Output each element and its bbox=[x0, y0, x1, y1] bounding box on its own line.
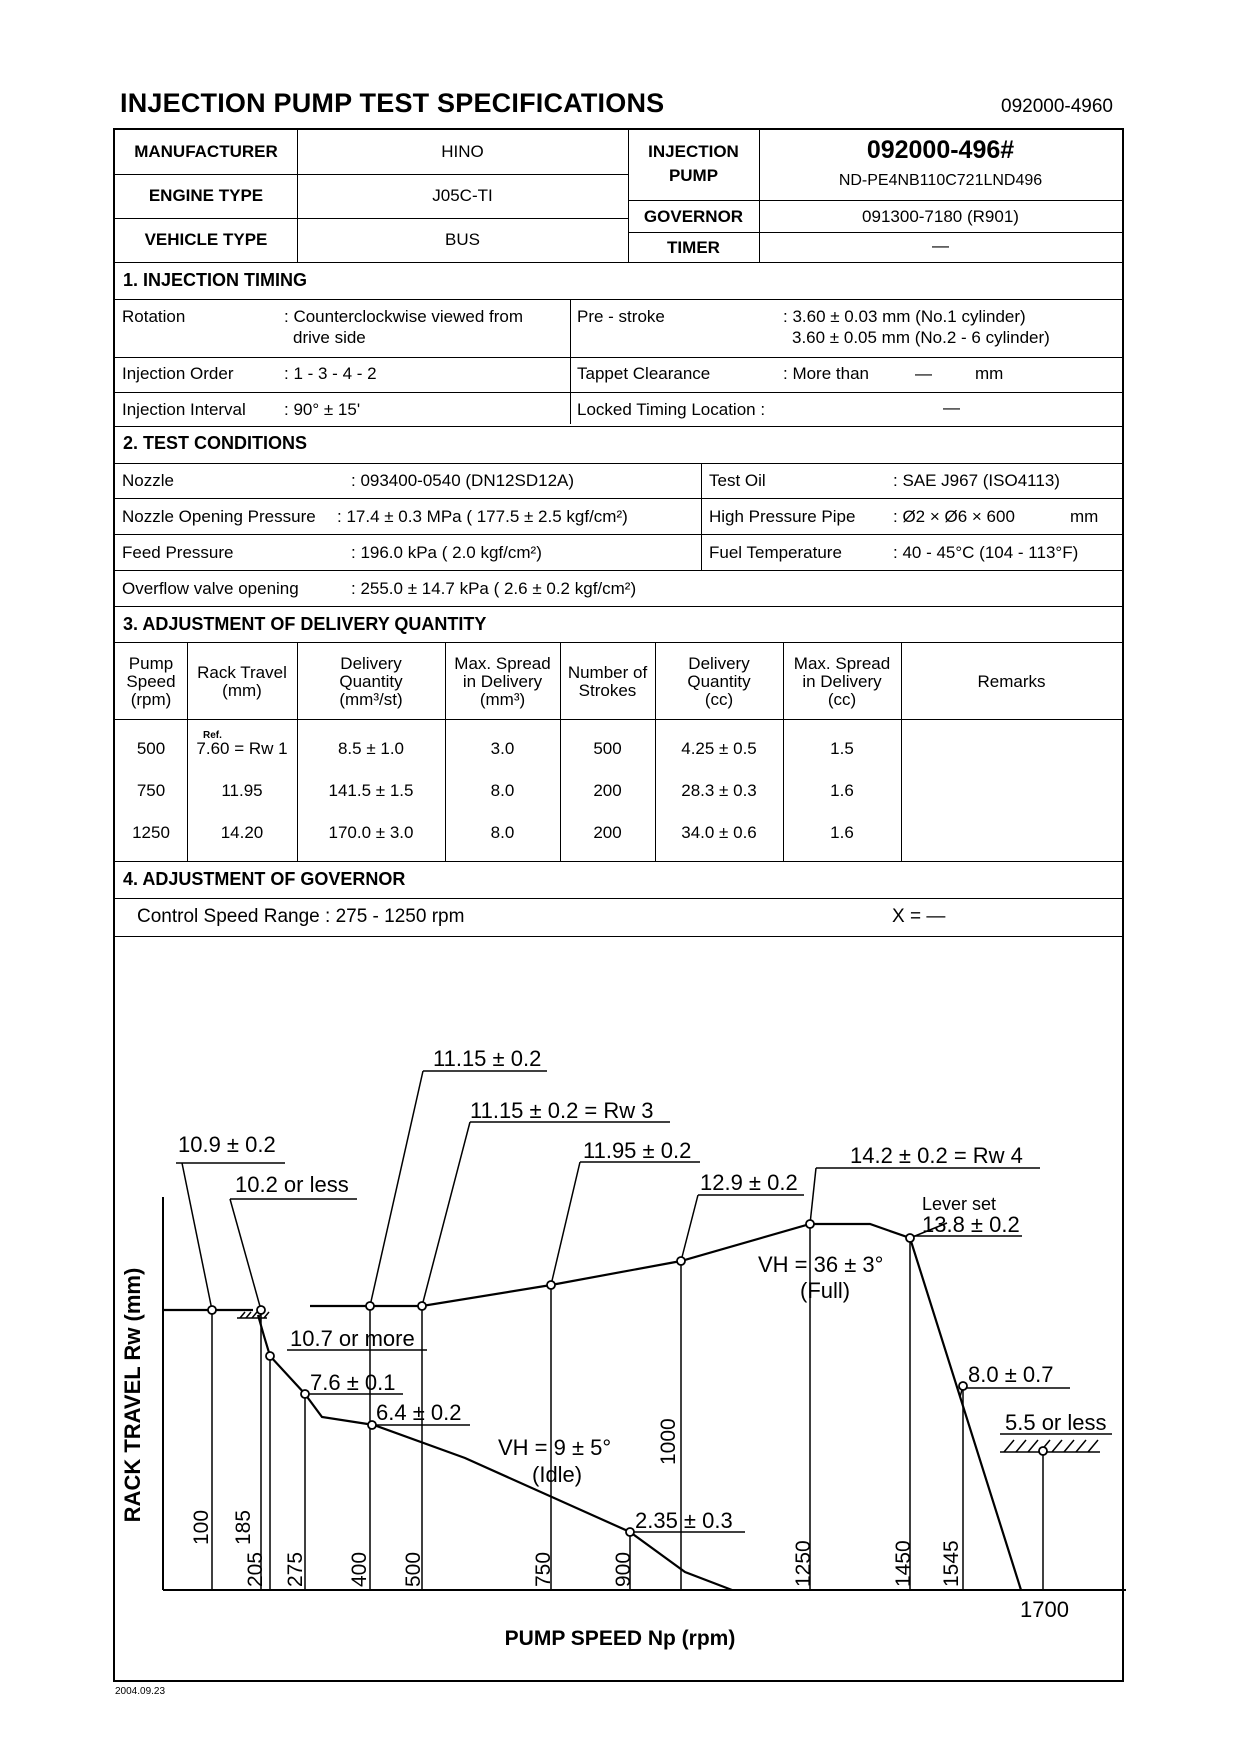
delivery-column-header: Max. Spread bbox=[793, 653, 891, 673]
fuel-temperature-label: Fuel Temperature bbox=[709, 543, 842, 562]
stop-hatch bbox=[1088, 1440, 1098, 1452]
delivery-column-header: (rpm) bbox=[130, 689, 172, 709]
tappet-clearance-unit: mm bbox=[975, 364, 1004, 383]
diagram-label-a13: 7.6 ± 0.1 bbox=[310, 1370, 396, 1395]
section-governor: 4. ADJUSTMENT OF GOVERNOR bbox=[123, 869, 406, 889]
stop-hatch bbox=[252, 1312, 257, 1318]
delivery-cell: 200 bbox=[593, 823, 622, 842]
injection-order-label: Injection Order bbox=[122, 364, 234, 383]
footer-date: 2004.09.23 bbox=[115, 1686, 166, 1697]
injection-interval-label: Injection Interval bbox=[122, 400, 246, 419]
injection-pump-label: INJECTION bbox=[648, 142, 739, 161]
high-pressure-pipe-value: : Ø2 × Ø6 × 600 bbox=[893, 507, 1015, 526]
control-speed-range: Control Speed Range : 275 - 1250 rpm bbox=[137, 906, 465, 927]
stop-hatch bbox=[1064, 1440, 1074, 1452]
prestroke-label: Pre - stroke bbox=[577, 307, 665, 326]
manufacturer-label: MANUFACTURER bbox=[134, 142, 278, 161]
high-pressure-pipe-unit: mm bbox=[1070, 507, 1099, 526]
y-axis-label: RACK TRAVEL Rw (mm) bbox=[120, 1267, 145, 1523]
delivery-cell: 8.5 ± 1.0 bbox=[337, 739, 405, 758]
overflow-valve-value: : 255.0 ± 14.7 kPa ( 2.6 ± 0.2 kgf/cm²) bbox=[351, 579, 637, 598]
diagram-label-a15: VH = 9 ± 5° bbox=[498, 1435, 612, 1460]
diagram-label-a1: 11.15 ± 0.2 bbox=[433, 1046, 542, 1071]
speed-tick-label: 400 bbox=[348, 1551, 371, 1587]
delivery-cell: 141.5 ± 1.5 bbox=[328, 781, 414, 800]
document-number: 092000-4960 bbox=[1001, 96, 1113, 117]
pump-model: ND-PE4NB110C721LND496 bbox=[838, 172, 1043, 189]
diagram-label-a3: 10.9 ± 0.2 bbox=[178, 1132, 276, 1157]
delivery-cell: 28.3 ± 0.3 bbox=[681, 781, 757, 800]
delivery-cell: 8.0 bbox=[490, 781, 515, 800]
speed-tick-label: 1545 bbox=[940, 1540, 963, 1587]
diagram-label-a12: 10.7 or more bbox=[290, 1326, 415, 1351]
test-point bbox=[1039, 1447, 1047, 1455]
overflow-valve-label: Overflow valve opening bbox=[122, 579, 299, 598]
test-point bbox=[266, 1352, 274, 1360]
delivery-column-header: Speed bbox=[126, 671, 176, 691]
test-oil-value: : SAE J967 (ISO4113) bbox=[893, 471, 1060, 490]
section-test-conditions: 2. TEST CONDITIONS bbox=[123, 433, 308, 453]
delivery-column-header: Max. Spread bbox=[454, 653, 551, 673]
test-point bbox=[806, 1220, 814, 1228]
fuel-temperature-value: : 40 - 45°C (104 - 113°F) bbox=[893, 543, 1079, 562]
delivery-cell: 500 bbox=[593, 739, 622, 758]
leader-line bbox=[681, 1195, 698, 1261]
delivery-cell: 1.6 bbox=[830, 781, 854, 800]
speed-tick-label: 205 bbox=[244, 1551, 267, 1587]
diagram-label-a9: 13.8 ± 0.2 bbox=[922, 1212, 1020, 1237]
delivery-column-header: (cc) bbox=[827, 689, 857, 709]
leader-line bbox=[230, 1199, 261, 1310]
nozzle-opening-pressure-value: : 17.4 ± 0.3 MPa ( 177.5 ± 2.5 kgf/cm²) bbox=[337, 507, 628, 526]
diagram-label-a7: 12.9 ± 0.2 bbox=[700, 1170, 798, 1195]
speed-tick-label: 1250 bbox=[792, 1540, 815, 1587]
delivery-column-header: Number of bbox=[567, 662, 648, 682]
injection-interval-value: : 90° ± 15' bbox=[284, 400, 361, 419]
delivery-column-header: Strokes bbox=[578, 680, 637, 700]
stop-hatch bbox=[1076, 1440, 1086, 1452]
nozzle-label: Nozzle bbox=[122, 471, 174, 490]
test-point bbox=[418, 1302, 426, 1310]
stop-hatch bbox=[1052, 1440, 1062, 1452]
delivery-cell: 3.0 bbox=[490, 739, 515, 758]
test-point bbox=[208, 1306, 216, 1314]
page-title: INJECTION PUMP TEST SPECIFICATIONS bbox=[120, 88, 665, 118]
delivery-cell: 1.6 bbox=[830, 823, 854, 842]
test-point bbox=[906, 1234, 914, 1242]
speed-tick-label: 900 bbox=[612, 1551, 635, 1587]
pump-number: 092000-496# bbox=[866, 136, 1015, 164]
test-point bbox=[366, 1302, 374, 1310]
delivery-column-header: Delivery bbox=[688, 653, 750, 673]
x-axis-label: PUMP SPEED Np (rpm) bbox=[504, 1627, 736, 1650]
test-point bbox=[368, 1421, 376, 1429]
test-point bbox=[959, 1382, 967, 1390]
diagram-label-a2: 11.15 ± 0.2 = Rw 3 bbox=[470, 1098, 654, 1123]
diagram-label-a8: Lever set bbox=[922, 1194, 997, 1214]
delivery-cell: 8.0 bbox=[490, 823, 515, 842]
stop-hatch bbox=[1028, 1440, 1038, 1452]
delivery-column-header: (cc) bbox=[704, 689, 734, 709]
locked-timing-value: — bbox=[943, 398, 960, 417]
injection-pump-label-2: PUMP bbox=[668, 166, 719, 185]
speed-tick-label: 750 bbox=[532, 1551, 555, 1587]
vehicle-type-value: BUS bbox=[445, 230, 480, 249]
delivery-cell: 4.25 ± 0.5 bbox=[681, 739, 757, 758]
delivery-column-header: Delivery bbox=[340, 653, 402, 673]
leader-line bbox=[370, 1071, 423, 1306]
diagram-label-a10: VH = 36 ± 3° bbox=[758, 1252, 884, 1277]
diagram-label-a6: 14.2 ± 0.2 = Rw 4 bbox=[850, 1143, 1023, 1168]
x-value: X = — bbox=[892, 906, 946, 927]
prestroke-value: : 3.60 ± 0.03 mm (No.1 cylinder) bbox=[783, 307, 1026, 326]
vehicle-type-label: VEHICLE TYPE bbox=[144, 230, 268, 249]
diagram-label-a16: (Idle) bbox=[532, 1462, 583, 1487]
ref-note: Ref. bbox=[203, 730, 222, 741]
leader-line bbox=[810, 1168, 816, 1224]
delivery-column-header: Pump bbox=[128, 653, 174, 673]
delivery-cell: 1250 bbox=[132, 823, 170, 842]
test-point bbox=[301, 1390, 309, 1398]
engine-type-label: ENGINE TYPE bbox=[148, 186, 264, 205]
test-oil-label: Test Oil bbox=[709, 471, 766, 490]
manufacturer-value: HINO bbox=[441, 142, 484, 161]
delivery-column-header: Rack Travel bbox=[197, 662, 287, 682]
test-point bbox=[626, 1528, 634, 1536]
diagram-label-a11: (Full) bbox=[800, 1278, 851, 1303]
delivery-cell: 1.5 bbox=[830, 739, 854, 758]
section-delivery-quantity: 3. ADJUSTMENT OF DELIVERY QUANTITY bbox=[123, 614, 487, 634]
rotation-value-2: drive side bbox=[293, 328, 366, 347]
delivery-cell: 500 bbox=[136, 739, 166, 758]
delivery-column-header: Remarks bbox=[977, 671, 1046, 691]
leader-line bbox=[182, 1163, 212, 1310]
tappet-clearance-value: : More than bbox=[783, 364, 869, 383]
delivery-column-header: Quantity bbox=[339, 671, 403, 691]
injection-order-value: : 1 - 3 - 4 - 2 bbox=[284, 364, 377, 383]
leader-line bbox=[551, 1162, 580, 1285]
governor-value: 091300-7180 (R901) bbox=[862, 207, 1019, 226]
diagram-label-a21: 1700 bbox=[1020, 1597, 1069, 1622]
rotation-label: Rotation bbox=[122, 307, 186, 326]
nozzle-opening-pressure-label: Nozzle Opening Pressure bbox=[122, 507, 316, 526]
tappet-clearance-label: Tappet Clearance bbox=[577, 364, 711, 383]
speed-label-1000: 1000 bbox=[657, 1418, 680, 1465]
delivery-cell: 170.0 ± 3.0 bbox=[328, 823, 414, 842]
delivery-cell: 14.20 bbox=[220, 823, 264, 842]
timer-label: TIMER bbox=[667, 238, 720, 257]
delivery-column-header: Quantity bbox=[687, 671, 751, 691]
tappet-clearance-dash: — bbox=[915, 364, 932, 383]
delivery-column-header: in Delivery bbox=[462, 671, 543, 691]
delivery-cell: 34.0 ± 0.6 bbox=[681, 823, 757, 842]
speed-tick-label: 185 bbox=[232, 1509, 255, 1545]
section-injection-timing: 1. INJECTION TIMING bbox=[123, 270, 308, 290]
speed-tick-label: 100 bbox=[190, 1509, 213, 1545]
test-point bbox=[547, 1281, 555, 1289]
timer-value: — bbox=[932, 236, 949, 255]
delivery-column-header: in Delivery bbox=[802, 671, 882, 691]
diagram-label-a17: 2.35 ± 0.3 bbox=[635, 1508, 733, 1533]
delivery-cell: 750 bbox=[136, 781, 166, 800]
high-pressure-pipe-label: High Pressure Pipe bbox=[709, 507, 856, 526]
speed-tick-label: 1450 bbox=[892, 1540, 915, 1587]
stop-hatch bbox=[240, 1312, 245, 1318]
test-point bbox=[677, 1257, 685, 1265]
stop-hatch bbox=[1016, 1440, 1026, 1452]
test-point bbox=[257, 1306, 265, 1314]
nozzle-value: : 093400-0540 (DN12SD12A) bbox=[351, 471, 575, 490]
delivery-cell: 11.95 bbox=[221, 781, 263, 800]
locked-timing-label: Locked Timing Location : bbox=[577, 400, 766, 419]
delivery-column-header: (mm³) bbox=[479, 689, 526, 709]
diagram-label-a4: 10.2 or less bbox=[235, 1172, 349, 1197]
diagram-label-a5: 11.95 ± 0.2 bbox=[583, 1138, 692, 1163]
delivery-column-header: (mm³/st) bbox=[339, 689, 403, 709]
governor-label: GOVERNOR bbox=[643, 207, 744, 226]
feed-pressure-value: : 196.0 kPa ( 2.0 kgf/cm²) bbox=[351, 543, 542, 562]
delivery-column-header: (mm) bbox=[222, 680, 262, 700]
stop-hatch bbox=[1004, 1440, 1014, 1452]
diagram-label-a19: 5.5 or less bbox=[1005, 1410, 1107, 1435]
diagram-label-a14: 6.4 ± 0.2 bbox=[376, 1400, 462, 1425]
delivery-cell: 7.60 = Rw 1 bbox=[196, 739, 288, 758]
rotation-value: : Counterclockwise viewed from bbox=[284, 307, 524, 326]
speed-tick-label: 275 bbox=[284, 1551, 307, 1587]
feed-pressure-label: Feed Pressure bbox=[122, 543, 234, 562]
stop-hatch bbox=[246, 1312, 251, 1318]
diagram-label-a18: 8.0 ± 0.7 bbox=[968, 1362, 1054, 1387]
speed-tick-label: 500 bbox=[402, 1551, 425, 1587]
prestroke-value-2: 3.60 ± 0.05 mm (No.2 - 6 cylinder) bbox=[792, 328, 1050, 347]
leader-line bbox=[422, 1122, 470, 1306]
delivery-cell: 200 bbox=[593, 781, 622, 800]
engine-type-value: J05C-TI bbox=[432, 186, 493, 205]
